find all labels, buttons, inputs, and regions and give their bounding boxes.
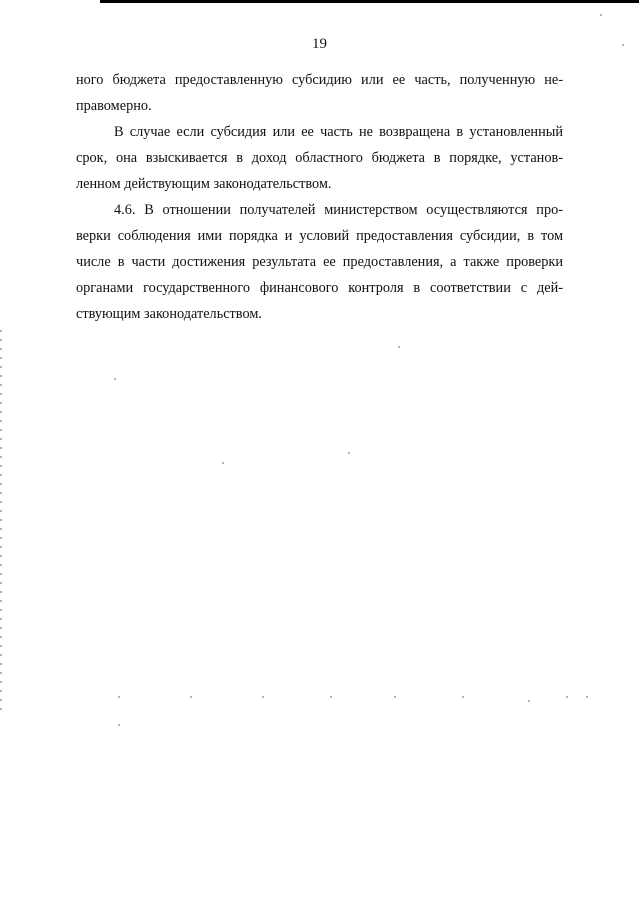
scan-speck [118, 696, 120, 698]
scan-top-border [100, 0, 639, 3]
scan-speck [566, 696, 568, 698]
scan-speck [262, 696, 264, 698]
text-line: верки соблюдения ими порядка и условий предоставления субсидии, в том [76, 228, 563, 244]
paragraph [76, 67, 563, 119]
text-line: органами государственного финансового контроля в соответствии с дей- [76, 280, 563, 296]
scan-speck [528, 700, 530, 702]
text-line: срок, она взыскивается в доход областного бюджета в порядке, установ- [76, 150, 563, 166]
text-line: ствующим законодательством. [76, 306, 262, 322]
paragraph [76, 197, 563, 327]
paragraph [76, 119, 563, 197]
text-line: ного бюджета предоставленную субсидию или ее часть, полученную не- [76, 72, 563, 88]
text-line: В случае если субсидия или ее часть не возвращена в установленный [114, 124, 563, 140]
text-line: ленном действующим законодательством. [76, 176, 332, 192]
scan-speck [114, 378, 116, 380]
scan-left-edge [0, 330, 2, 710]
scan-speck [222, 462, 224, 464]
text-line: числе в части достижения результата ее предоставления, а также проверки [76, 254, 563, 270]
scan-speck [394, 696, 396, 698]
scan-speck [600, 14, 602, 16]
scan-speck [398, 346, 400, 348]
scan-speck [586, 696, 588, 698]
scan-speck [462, 696, 464, 698]
scan-speck [190, 696, 192, 698]
text-line: правомерно. [76, 98, 152, 114]
scan-speck [330, 696, 332, 698]
scan-speck [118, 724, 120, 726]
page-number: 19 [312, 36, 327, 52]
document-body [76, 67, 563, 327]
scan-speck [348, 452, 350, 454]
text-line: 4.6. В отношении получателей министерством осуществляются про- [114, 202, 563, 218]
